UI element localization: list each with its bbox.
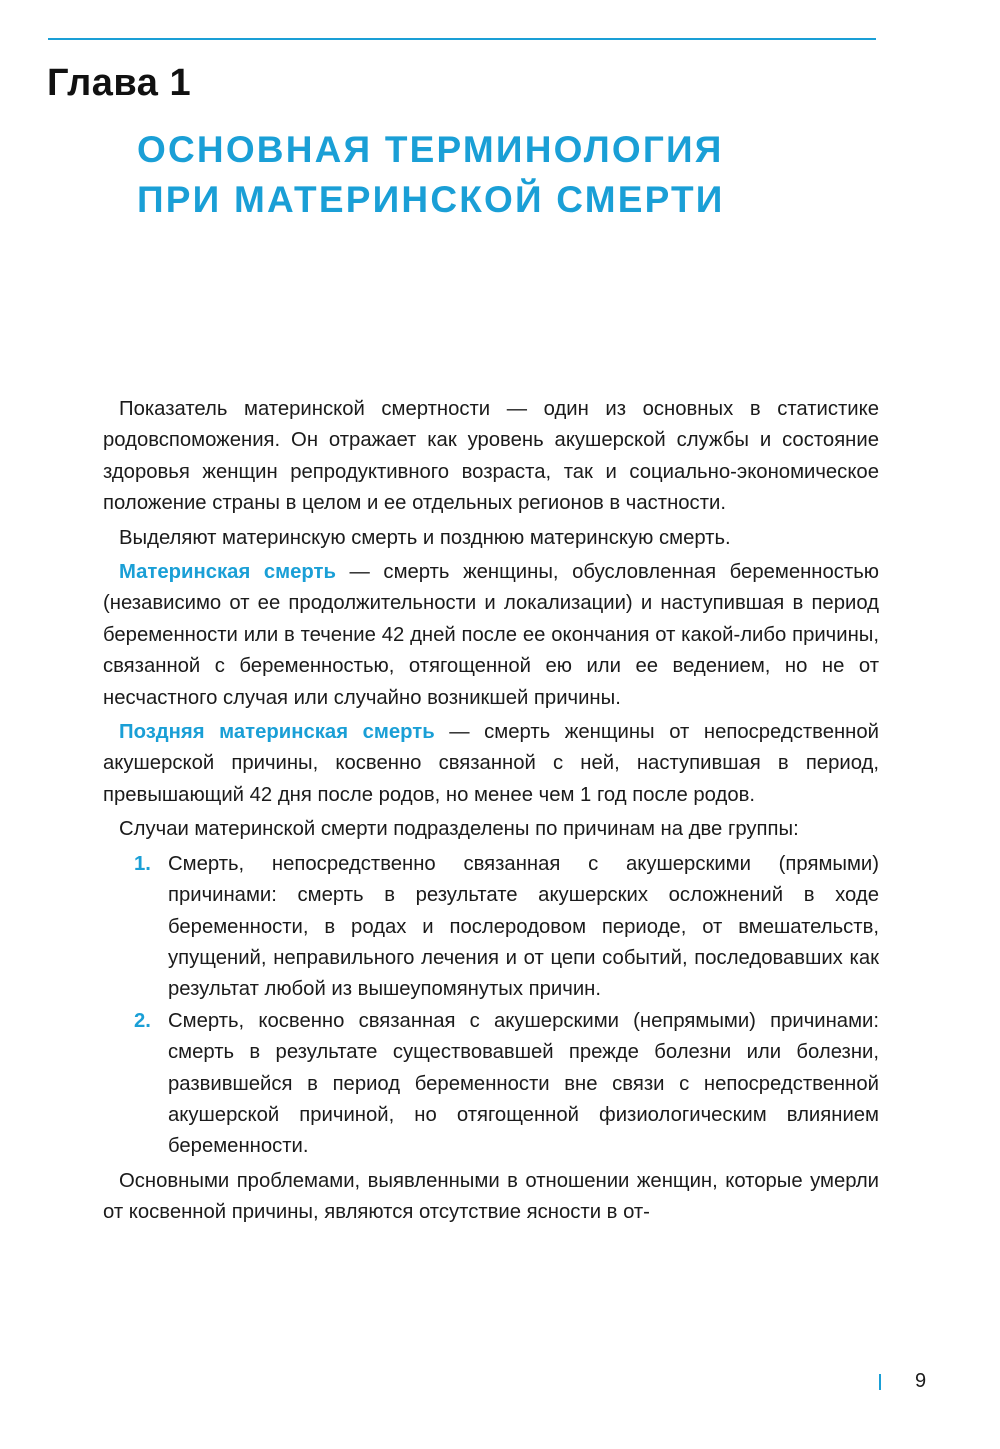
list-item xyxy=(135,849,879,1006)
chapter-title xyxy=(137,125,725,225)
definition-maternal-death: — смерть женщины, обусловленная беременностью (независимо от ее продолжительности и локализации) и наступившая в период беременности или в течение 42 дней после ее окончания от какой-либо причины, связанной с беременностью, отягощенной ею или ее ведением, но не от несчастного случая или случайно возникшей причины. xyxy=(103,561,879,709)
causes-list xyxy=(103,849,879,1163)
chapter-title-line-1: ОСНОВНАЯ ТЕРМИНОЛОГИЯ xyxy=(137,129,724,170)
chapter-label: Глава 1 xyxy=(47,62,192,104)
paragraph-groups: Случаи материнской смерти подразделены по причинам на две группы: xyxy=(119,818,799,841)
list-item-number: 1. xyxy=(134,852,151,875)
chapter-title-line-2: ПРИ МАТЕРИНСКОЙ СМЕРТИ xyxy=(137,179,725,220)
page-number: 9 xyxy=(915,1370,927,1392)
list-item-number: 2. xyxy=(134,1009,151,1032)
list-item-text: Смерть, непосредственно связанная с акушерскими (прямыми) причинами: смерть в результате акушерских осложнений в ходе беременности, в родах и послеродовом периоде, от вмешательств, упущений, неправильного лечения и от цепи событий, последовавших как результат любой из вышеупомянутых причин. xyxy=(168,852,879,1001)
paragraph-problems: Основными проблемами, выявленными в отношении женщин, которые умерли от косвенной причины, являются отсутствие ясности в от- xyxy=(103,1169,879,1224)
paragraph-late-maternal-death xyxy=(103,717,879,811)
paragraph-maternal-death xyxy=(103,557,879,714)
definition-late-maternal-death: — смерть женщины от непосредственной акушерской причины, косвенно связанной с ней, наступившая в период, превышающий 42 дня после родов, но менее чем 1 год после родов. xyxy=(103,721,879,806)
term-late-maternal-death: Поздняя материнская смерть xyxy=(119,721,435,744)
paragraph-intro: Показатель материнской смертности — один из основных в статистике родовспоможения. Он отражает как уровень акушерской службы и состояние здоровья женщин репродуктивного возраста, так и социально-экономическое положение страны в целом и ее отдельных регионов в частности. xyxy=(103,398,879,515)
list-item xyxy=(135,1006,879,1163)
footer-accent-bar xyxy=(879,1374,881,1390)
list-item-text: Смерть, косвенно связанная с акушерскими (непрямыми) причинами: смерть в результате существовавшей прежде болезни или болезни, развившейся в период беременности вне связи с непосредственной акушерской причиной, но отягощенной физиологическим влиянием беременности. xyxy=(168,1009,879,1158)
term-maternal-death: Материнская смерть xyxy=(119,561,336,584)
paragraph-types: Выделяют материнскую смерть и позднюю материнскую смерть. xyxy=(119,526,731,549)
top-rule xyxy=(48,38,876,40)
body-text xyxy=(103,394,879,1232)
